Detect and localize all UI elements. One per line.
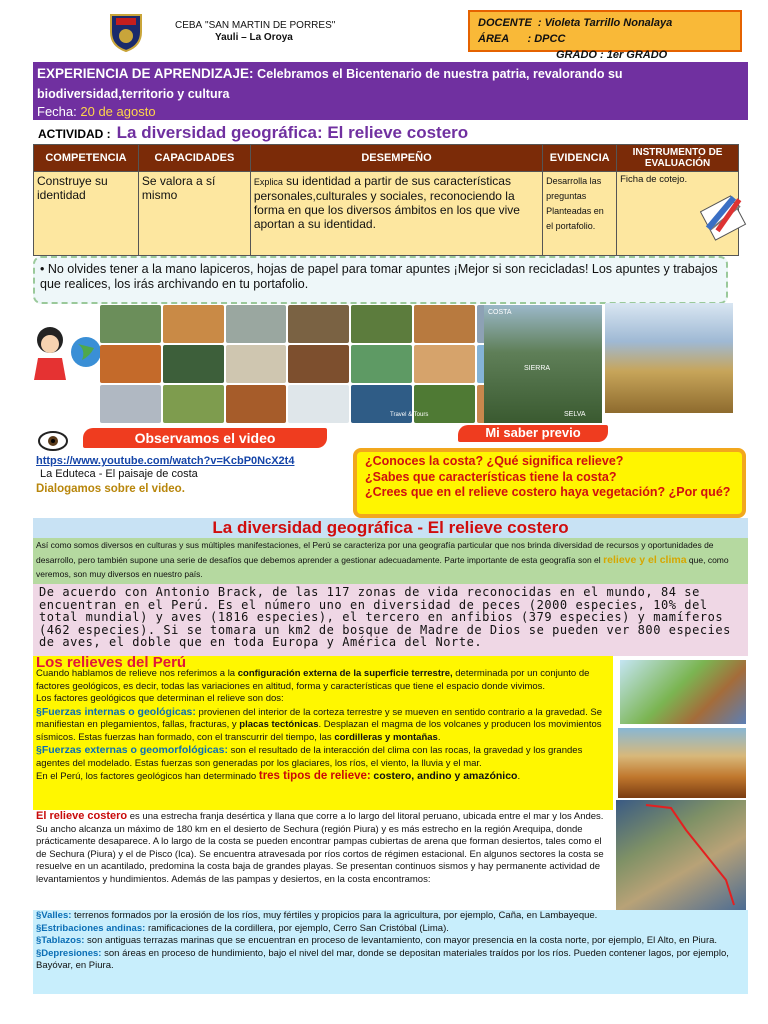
relieve-costero-paragraph: El relieve costero es una estrecha franja desértica y llana que corre a lo largo del litoral peruano, ubicada entre el mar y los Andes. Su ancho alcanza un máximo de 180 km en el desierto de Sechura (región Piura) y es más estrecho en la región Arequipa, donde prácticamente desaparece. A lo largo de la costa se pueden encontrar pampas cubiertas de arena que forman desiertos, tales como el de Sechura (Piura) y el de Pisco (Ica). Se encuentra atravesada por ríos cortos de régimen estacional. En algunos sectores la costa se resuelve en un acantilado, predomina la costa baja de grandes playas. Se presentan continuos sismos y hay permanente actividad de levantamientos y hundimientos. Además de las pampas y desiertos, en la costa encontramos: bbox=[33, 810, 613, 910]
th-desempeno: DESEMPEÑO bbox=[250, 145, 542, 172]
experiencia-banner: EXPERIENCIA DE APRENDIZAJE: Celebramos el Bicentenario de nuestra patria, revalorando su biodiversidad,territorio y cultura Fecha: 20 de agosto bbox=[33, 62, 748, 120]
pencil-notebook-icon bbox=[700, 188, 750, 243]
list-item: §Valles: terrenos formados por la erosión de los ríos, muy fértiles y propicios para la agricultura, por ejemplo, Caña, en Lambayeque. bbox=[36, 910, 598, 921]
relief-illustration-1 bbox=[620, 660, 746, 724]
mafalda-globe-icon bbox=[28, 322, 103, 384]
th-instrumento: INSTRUMENTO DE EVALUACIÓN bbox=[617, 145, 739, 172]
th-competencia: COMPETENCIA bbox=[34, 145, 139, 172]
relieves-section: Los relieves del Perú Cuando hablamos de relieve nos referimos a la configuración externa de la superficie terrestre, determinada por un conjunto de factores geológicos, es decir, todas las variaciones en altitud, forma y características que tiene el espacio donde vivimos. Los factores geológicos que determinan el relieve son dos: §Fuerzas internas o geológicas: provienen del interior de la corteza terrestre y se mueven en sentido contrario a la gravedad. Se manifiestan en plegamientos, fallas, fracturas, y placas tectónicas. Desplazan el magma de los volcanes y producen los movimientos sísmicos. Estas fuerzas han formado, con el transcurrir del tiempo, las cordilleras y montañas. §Fuerzas externas o geomorfológicas: son el resultado de la interacción del clima con las rocas, la gravedad y los grandes agentes del modelado. Estas fuerzas son generadas por los glaciares, los ríos, el viento, la lluvia y el mar. En el Perú, los factores geológicos han determinado tres tipos de relieve: costero, andino y amazónico. bbox=[33, 656, 613, 810]
brack-paragraph: De acuerdo con Antonio Brack, de las 117 zonas de vida reconocidas en el mundo, 84 se encuentran en el Perú. Es el número uno en diversidad de peces (2000 especies, 10% del total mundial) y aves (1816 especies), el tercero en anfibios (379 especies) y mamíferos (462 especies). Si se tomara un km2 de bosque de Madre de Dios se pueden ver 800 especies de aves, el doble que en toda Europa y América del Norte. bbox=[33, 584, 748, 656]
saber-previo-banner: Mi saber previo bbox=[458, 425, 608, 442]
cell-instrumento: Ficha de cotejo. bbox=[617, 172, 739, 256]
list-item: §Depresiones: son áreas en proceso de hundimiento, bajo el nivel del mar, donde se depositan materiales traídos por los ríos. Pueden contener lagos, por ejemplo, Bayóvar, en Piura. bbox=[36, 947, 729, 971]
video-source: La Eduteca - El paisaje de costa bbox=[40, 468, 198, 480]
competency-table bbox=[33, 144, 739, 256]
school-shield-icon bbox=[108, 12, 144, 52]
page-header bbox=[0, 0, 768, 62]
section-title: La diversidad geográfica - El relieve costero bbox=[33, 518, 748, 538]
travel-watermark: Travel & Tours bbox=[390, 412, 429, 418]
peru-coast-map bbox=[616, 800, 746, 910]
video-link[interactable]: https://www.youtube.com/watch?v=KcbP0NcX2t4 bbox=[36, 455, 295, 467]
observe-video-banner: Observamos el video bbox=[83, 428, 327, 448]
school-name: CEBA "SAN MARTIN DE PORRES" Yauli – La Oroya bbox=[175, 20, 336, 43]
prior-knowledge-questions: ¿Conoces la costa? ¿Qué significa relieve? ¿Sabes que características tiene la costa? ¿Crees que en el relieve costero haya vegetación? ¿Por qué? bbox=[353, 448, 746, 518]
observe-video-section bbox=[35, 428, 325, 454]
cell-evidencia: Desarrolla las preguntas Planteadas en el portafolio. bbox=[543, 172, 617, 256]
relieves-title: Los relieves del Perú bbox=[36, 656, 187, 668]
th-evidencia: EVIDENCIA bbox=[543, 145, 617, 172]
coast-features-list bbox=[33, 910, 748, 994]
table-row bbox=[34, 172, 739, 256]
cell-desempeno: Explica su identidad a partir de sus características personales,culturales y sociales, reconociendo la forma en que los diversos ámbitos en los que vive aportan a su identidad. bbox=[250, 172, 542, 256]
th-capacidades: CAPACIDADES bbox=[138, 145, 250, 172]
reminder-note: • No olvides tener a la mano lapiceros, hojas de papel para tomar apuntes ¡Mejor si son recicladas! Los apuntes y trabajos que realices, los irás archivando en tu portafolio. bbox=[33, 256, 728, 304]
actividad-title: ACTIVIDAD : La diversidad geográfica: El relieve costero bbox=[38, 123, 469, 142]
cell-competencia: Construye su identidad bbox=[34, 172, 139, 256]
regions-photo: COSTA SIERRA SELVA bbox=[484, 305, 602, 423]
highland-photo bbox=[605, 303, 733, 413]
relief-illustration-2 bbox=[618, 728, 746, 798]
list-item: §Estribaciones andinas: ramificaciones de la cordillera, por ejemplo, Cerro San Cristóbal (Lima). bbox=[36, 922, 449, 934]
eye-icon bbox=[37, 430, 69, 452]
teacher-info-box: DOCENTE : Violeta Tarrillo Nonalaya ÁREA : DPCCGRADO : 1er GRADO bbox=[468, 10, 742, 52]
list-item: §Tablazos: son antiguas terrazas marinas que se encuentran en proceso de levantamiento, con mayor presencia en la costa norte, por ejemplo, El Alto, en Piura. bbox=[36, 935, 718, 946]
intro-paragraph: Así como somos diversos en culturas y sus múltiples manifestaciones, el Perú se caracteriza por una geografía particular que nos brinda diversidad de recursos y oportunidades de desarrollo, pero también supone una serie de desafíos que debemos aprender a gestionar adecuadamente. Parte importante de esta geografía son el relieve y el clima que, como veremos, son muy diversos en nuestro país. bbox=[33, 538, 748, 584]
dialogue-instruction: Dialogamos sobre el video. bbox=[36, 483, 185, 495]
cell-capacidad: Se valora a sí mismo bbox=[138, 172, 250, 256]
